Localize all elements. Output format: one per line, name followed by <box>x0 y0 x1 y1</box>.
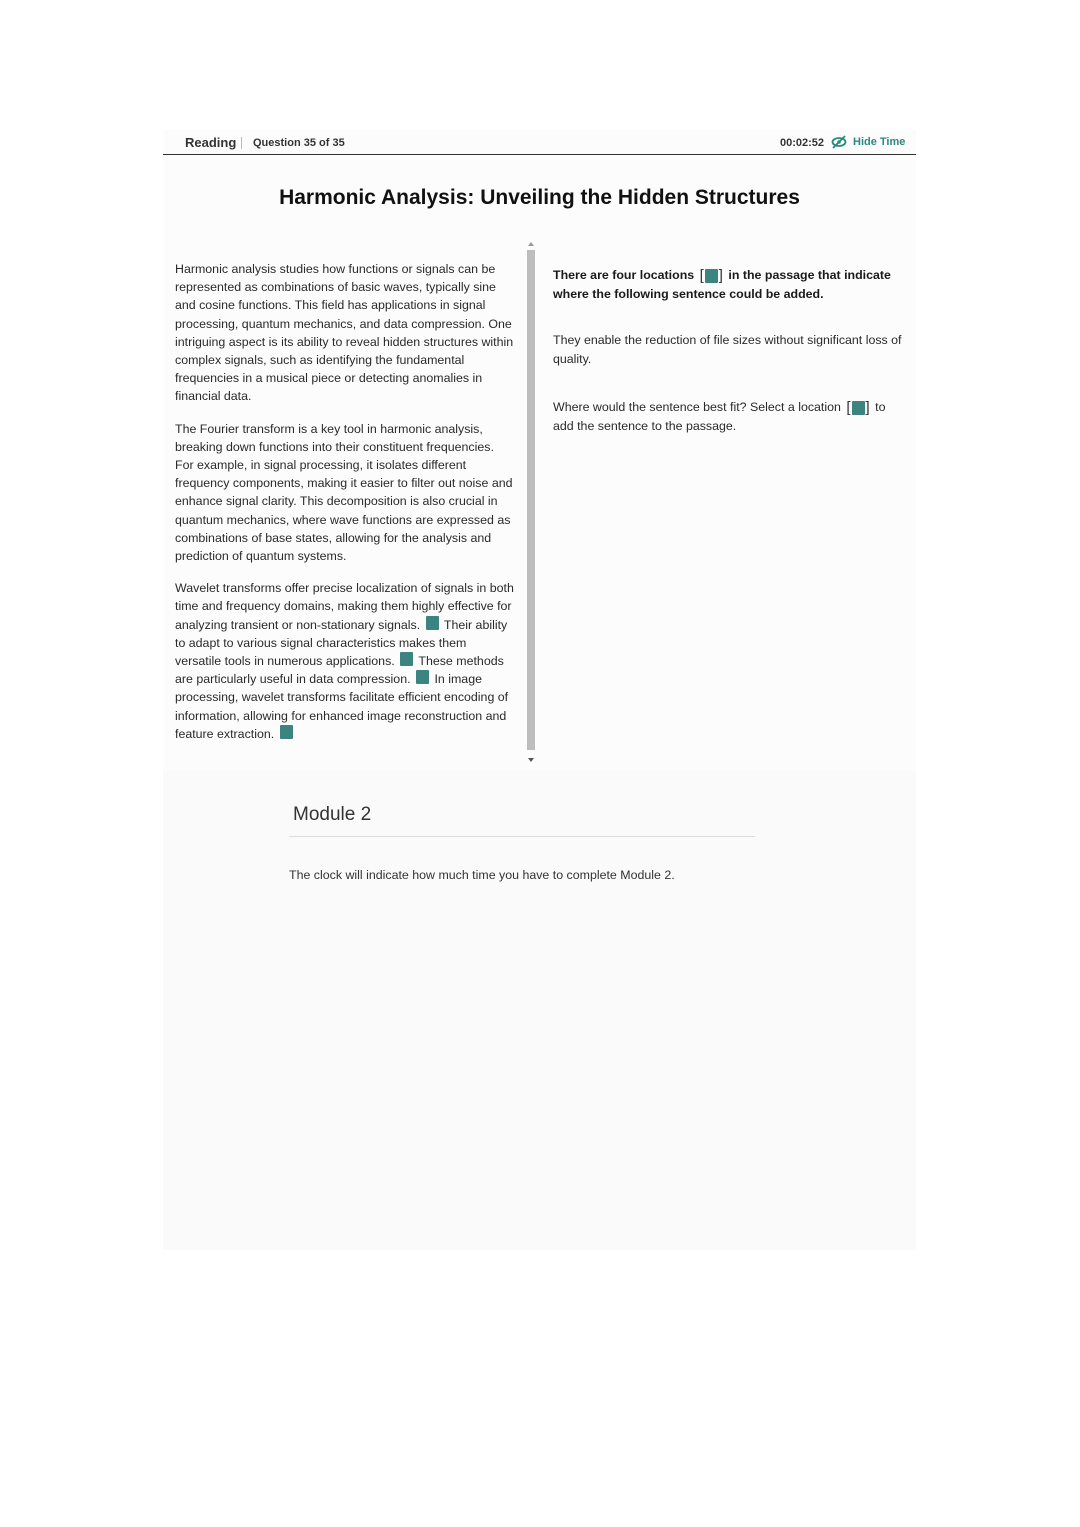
passage-sentence: These methods are particularly useful in data compression. <box>175 654 504 687</box>
question-counter: Question 35 of 35 <box>253 137 345 149</box>
passage-scrollbar[interactable] <box>527 240 535 762</box>
module-intro <box>163 770 916 1250</box>
section-name: Reading <box>185 135 237 150</box>
sentence-to-insert: They enable the reduction of file sizes without significant loss of quality. <box>553 333 902 366</box>
question-panel <box>553 266 908 435</box>
module-title: Module 2 <box>293 804 372 825</box>
insertion-location-3[interactable] <box>416 670 429 684</box>
module-divider <box>289 836 755 837</box>
passage-sentence: Their ability to adapt to various signal characteristics makes them versatile tools in numerous applications. <box>175 617 508 669</box>
passage-sentence: Wavelet transforms offer precise localization of signals in both time and frequency domains, making them highly effective for analyzing transient or non-stationary signals. <box>175 581 514 632</box>
eye-slash-icon <box>831 135 847 149</box>
question-intro <box>553 266 908 303</box>
scroll-thumb[interactable] <box>527 250 535 750</box>
timer: 00:02:52 <box>780 137 825 149</box>
instruction-text: Where would the sentence best fit? Select a location <box>553 399 841 414</box>
passage-paragraph-3 <box>175 579 515 743</box>
passage-title: Harmonic Analysis: Unveiling the Hidden Structures <box>279 186 800 209</box>
question-instruction <box>553 398 908 435</box>
location-marker-legend: [ ] <box>846 398 870 416</box>
instruction-text: to add the sentence to the passage. <box>553 399 886 434</box>
insertion-location-2[interactable] <box>400 652 413 666</box>
header-divider <box>241 137 242 149</box>
question-intro-text: There are four locations <box>553 268 695 282</box>
location-marker-legend: [ ] <box>699 267 723 284</box>
module-note: The clock will indicate how much time you have to complete Module 2. <box>289 868 675 882</box>
top-bar <box>163 130 916 155</box>
hide-time-button[interactable] <box>831 133 905 151</box>
insertion-location-1[interactable] <box>426 616 439 630</box>
hide-time-label: Hide Time <box>853 136 906 148</box>
question-intro-text: in the passage that indicate where the following sentence could be added. <box>553 268 891 302</box>
marker-legend-icon <box>852 401 865 415</box>
marker-legend-icon <box>705 269 718 283</box>
scroll-down-icon[interactable] <box>528 758 534 762</box>
scroll-up-icon[interactable] <box>528 242 534 246</box>
passage-sentence: In image processing, wavelet transforms facilitate efficient encoding of information, allowing for enhanced image reconstruction and feature extraction. <box>175 672 509 741</box>
test-screen <box>163 130 916 1250</box>
passage-paragraph-1: Harmonic analysis studies how functions or signals can be represented as combinations of basic waves, typically sine and cosine functions. This field has applications in signal processing, quantum mechanics, and data compression. One intriguing aspect is its ability to reveal hidden structures within complex signals, such as identifying the fundamental frequencies in a musical piece or detecting anomalies in financial data. <box>175 262 514 404</box>
passage-text <box>175 260 515 757</box>
passage-paragraph-2: The Fourier transform is a key tool in harmonic analysis, breaking down functions into their constituent frequencies. For example, in signal processing, it isolates different frequency components, making it easier to filter out noise and enhance signal clarity. This decomposition is also crucial in quantum mechanics, where wave functions are expressed as combinations of base states, allowing for the analysis and prediction of quantum systems. <box>175 421 513 564</box>
insertion-location-4[interactable] <box>280 725 293 739</box>
